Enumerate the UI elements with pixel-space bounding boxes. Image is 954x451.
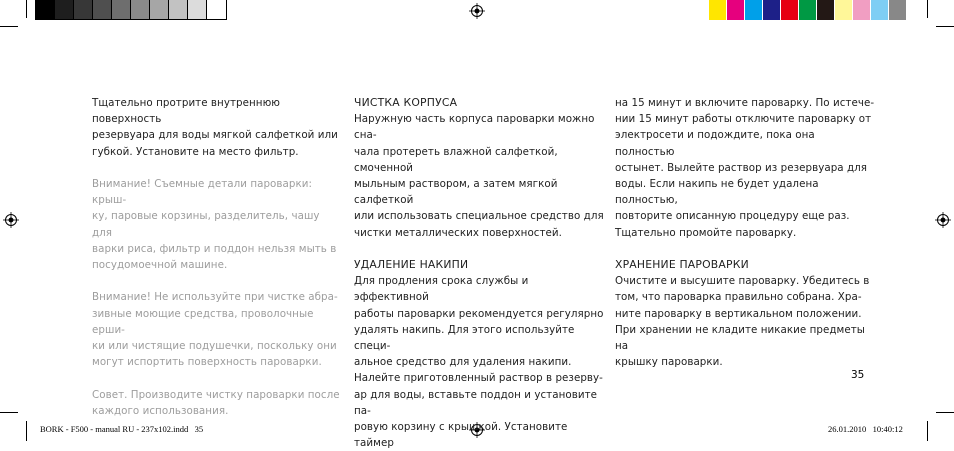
- text-line: ровую корзину с крышкой. Установите таймер: [354, 421, 568, 450]
- crop-mark: [936, 412, 954, 413]
- text-line: ки или чистящие подушечки, поскольку они: [92, 340, 337, 353]
- column-right: [615, 95, 875, 370]
- color-swatch: [853, 0, 871, 20]
- tip-paragraph: [92, 387, 342, 419]
- gray-swatch: [169, 0, 188, 19]
- gray-swatch: [207, 0, 226, 19]
- text-line: воды. Если накипь не будет удалена полностью,: [615, 178, 819, 207]
- text-line: на 15 минут и включите пароварку. По истече-: [615, 97, 875, 109]
- crop-mark: [927, 0, 928, 18]
- body-cleaning-text: [354, 111, 604, 241]
- text-line: каждого использования.: [92, 404, 229, 417]
- crop-mark: [26, 0, 27, 18]
- descaling-continued-text: [615, 95, 875, 241]
- text-line: губкой. Установите на место фильтр.: [92, 145, 299, 158]
- slug-timestamp: 26.01.2010 10:40:12: [828, 424, 903, 434]
- text-line: удалять накипь. Для этого используйте специ-: [354, 323, 575, 353]
- gray-swatch: [188, 0, 207, 19]
- crop-mark: [26, 421, 27, 441]
- text-line: чала протереть влажной салфеткой, смоченной: [354, 145, 558, 174]
- text-line: ните пароварку в вертикальном положении.: [615, 307, 862, 320]
- text-line: крышку пароварки.: [615, 356, 723, 369]
- text-line: повторите описанную процедуру еще раз.: [615, 210, 850, 223]
- gray-swatch: [150, 0, 169, 19]
- text-line: При хранении не кладите никакие предметы на: [615, 323, 865, 353]
- intro-paragraph: [92, 95, 342, 160]
- slug-file-info: BORK - F500 - manual RU - 237x102.indd 35: [40, 424, 204, 434]
- color-swatch: [799, 0, 817, 20]
- registration-mark-icon: [935, 212, 951, 228]
- color-swatch: [745, 0, 763, 20]
- section-heading-storage: ХРАНЕНИЕ ПАРОВАРКИ: [615, 258, 749, 272]
- gray-swatch: [93, 0, 112, 19]
- gray-swatch: [131, 0, 150, 19]
- crop-mark: [936, 26, 954, 27]
- gray-swatch: [55, 0, 74, 19]
- text-line: нии 15 минут работы отключите пароварку от: [615, 113, 872, 126]
- text-line: Налейте приготовленный раствор в резерву-: [354, 372, 603, 385]
- text-line: том, что пароварка правильно собрана. Хра-: [615, 291, 862, 304]
- column-left: [92, 95, 342, 419]
- registration-mark-icon: [3, 212, 19, 228]
- color-swatch: [871, 0, 889, 20]
- text-line: посудомоечной машине.: [92, 259, 228, 272]
- color-swatch: [817, 0, 835, 20]
- color-swatch: [727, 0, 745, 20]
- color-swatch: [835, 0, 853, 20]
- color-swatch: [889, 0, 907, 20]
- warning-dishwasher: [92, 176, 342, 273]
- crop-mark: [0, 26, 18, 27]
- text-line: мыльным раствором, а затем мягкой салфеткой: [354, 178, 558, 207]
- text-line: Для продления срока службы и эффективной: [354, 275, 529, 304]
- warning-abrasives: [92, 289, 342, 370]
- text-line: остынет. Вылейте раствор из резервуара для: [615, 161, 868, 174]
- text-line: Наружную часть корпуса пароварки можно сна-: [354, 113, 595, 142]
- section-heading-descaling: УДАЛЕНИЕ НАКИПИ: [354, 258, 469, 272]
- storage-text: [615, 273, 875, 370]
- grayscale-bar: [35, 0, 227, 20]
- text-line: Внимание! Съемные детали пароварки: крыш-: [92, 178, 312, 207]
- gray-swatch: [112, 0, 131, 19]
- color-swatch: [709, 0, 727, 20]
- color-swatch: [763, 0, 781, 20]
- registration-mark-icon: [469, 3, 485, 19]
- section-heading-body-cleaning: ЧИСТКА КОРПУСА: [354, 96, 458, 109]
- descaling-text: [354, 273, 604, 451]
- page-number: 35: [851, 369, 865, 381]
- column-middle: [354, 95, 604, 451]
- text-line: резервуара для воды мягкой салфеткой или: [92, 129, 338, 142]
- crop-mark: [0, 412, 18, 413]
- text-line: электросети и подождите, пока она полностью: [615, 129, 815, 158]
- text-line: варки риса, фильтр и поддон нельзя мыть в: [92, 242, 337, 255]
- text-line: альное средство для удаления накипи.: [354, 356, 572, 369]
- text-line: зивные моющие средства, проволочные ерши-: [92, 307, 314, 336]
- text-line: ку, паровые корзины, разделитель, чашу для: [92, 210, 320, 239]
- text-line: работы пароварки рекомендуется регулярно: [354, 307, 604, 320]
- text-line: или использовать специальное средство для: [354, 210, 604, 223]
- color-calibration-bar: [709, 0, 907, 20]
- text-line: ар для воды, вставьте поддон и установите па-: [354, 388, 598, 417]
- text-line: чистки металлических поверхностей.: [354, 226, 562, 239]
- text-line: Внимание! Не используйте при чистке абра-: [92, 291, 338, 304]
- crop-mark: [927, 421, 928, 441]
- text-line: Тщательно промойте пароварку.: [615, 226, 797, 239]
- text-line: Очистите и высушите пароварку. Убедитесь в: [615, 275, 870, 288]
- text-line: могут испортить поверхность пароварки.: [92, 356, 322, 369]
- text-line: Совет. Производите чистку пароварки после: [92, 388, 340, 401]
- gray-swatch: [36, 0, 55, 19]
- gray-swatch: [74, 0, 93, 19]
- color-swatch: [781, 0, 799, 20]
- text-line: Тщательно протрите внутреннюю поверхность: [92, 97, 281, 126]
